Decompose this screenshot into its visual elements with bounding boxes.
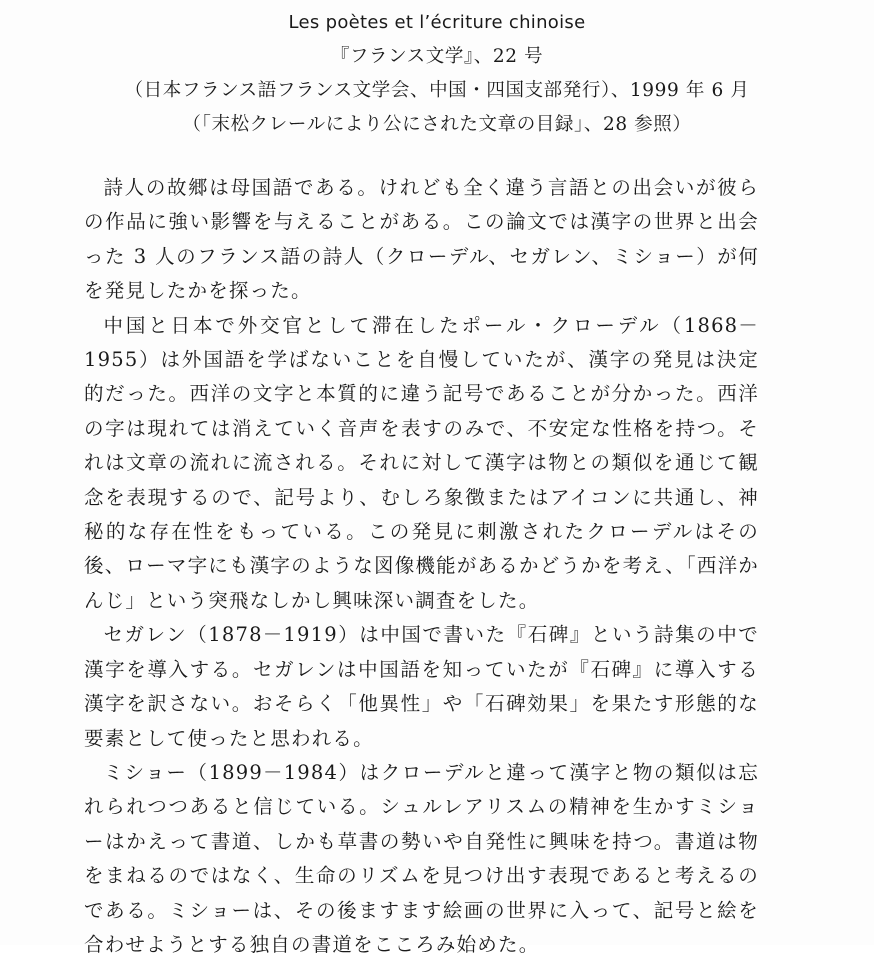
publisher-citation: （日本フランス語フランス文学会、中国・四国支部発行）、1999 年 6 月 — [124, 80, 750, 101]
article-body — [84, 171, 759, 962]
paragraph-segalen: セガレン（1878－1919）は中国で書いた『石碑』という詩集の中で漢字を導入する。セガレンは中国語を知っていたが『石碑』に導入する漢字を訳さない。おそらく「他異性」や「石碑効果」を果たす形態的な要素として使ったと思われる。 — [84, 623, 759, 750]
paragraph-claudel: 中国と日本で外交官として滞在したポール・クローデル（1868－1955）は外国語を学ばないことを自慢していたが、漢字の発見は決定的だった。西洋の文字と本質的に違う記号であることが分かった。西洋の字は現れては消えていく音声を表すのみで、不安定な性格を持つ。それは文章の流れに流される。それに対して漢字は物との類似を通じて観念を表現するので、記号より、むしろ象徴またはアイコンに共通し、神秘的な存在性をもっている。この発見に刺激されたクローデルはその後、ローマ字にも漢字のような図像機能があるかどうかを考え、「西洋かんじ」という突飛なしかし興味深い調査をした。 — [84, 313, 759, 612]
document-header — [0, 6, 874, 142]
paragraph-michaux: ミショー（1899－1984）はクローデルと違って漢字と物の類似は忘れられつつあると信じている。シュルレアリスムの精神を生かすミショーはかえって書道、しかも草書の勢いや自発性に興味を持つ。書道は物をまねるのではなく、生命のリズムを見つけ出す表現であると考えるのである。ミショーは、その後ますます絵画の世界に入って、記号と絵を合わせようとする独自の書道をこころみ始めた。 — [84, 760, 759, 956]
paragraph-intro: 詩人の故郷は母国語である。けれども全く違う言語との出会いが彼らの作品に強い影響を与えることがある。この論文では漢字の世界と出会った 3 人のフランス語の詩人（クローデル、セガレン、ミショー）が何を発見したかを探った。 — [84, 176, 759, 303]
reference-note: （「末松クレールにより公にされた文章の目録」、28 参照） — [182, 114, 692, 135]
document-title: Les poètes et l’écriture chinoise — [288, 12, 586, 33]
journal-citation: 『フランス文学』、22 号 — [330, 46, 544, 67]
